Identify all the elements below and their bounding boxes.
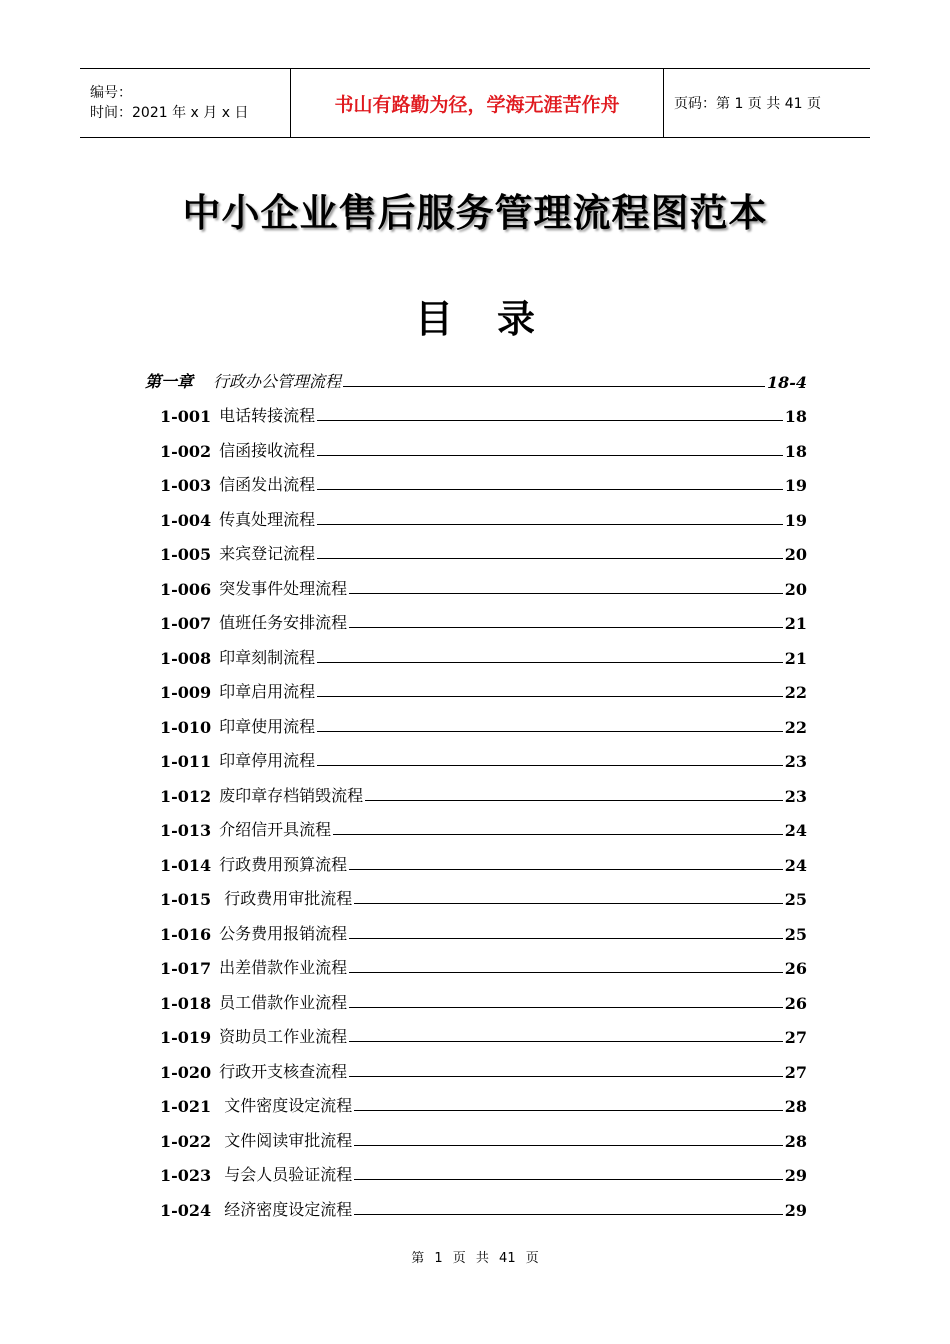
toc-page-number: 20 [784,545,807,564]
toc-code: 1-020 [160,1062,212,1082]
toc-heading [0,288,950,343]
toc-code: 1-022 [160,1131,212,1151]
toc-entry[interactable] [160,1021,807,1047]
toc-entry[interactable] [160,1194,807,1220]
toc-page-number: 28 [784,1097,807,1116]
toc-code: 1-018 [160,993,212,1013]
toc-leader-line [317,695,783,697]
toc-label: 印章启用流程 [219,682,316,701]
toc-code: 1-023 [160,1166,212,1185]
toc-code: 1-010 [160,717,212,737]
toc-entry[interactable] [160,745,807,771]
toc-label: 电话转接流程 [219,406,316,425]
toc-chapter-row[interactable] [145,366,807,392]
toc-page-number: 21 [784,648,807,668]
toc-code: 1-005 [160,545,212,564]
toc-entry[interactable] [160,1125,807,1151]
toc-page-number: 24 [784,821,807,840]
toc-leader-line [317,557,783,559]
toc-page-number: 20 [784,579,807,599]
toc-code: 1-004 [160,510,212,530]
header-motto [290,69,664,137]
toc-code: 1-006 [160,579,212,599]
toc-label: 公务费用报销流程 [219,923,348,943]
doc-date-label: 时间：2021 年 x 月 x 日 [90,105,249,121]
toc-label: 废印章存档销毁流程 [219,785,364,805]
toc-leader-line [354,1109,782,1111]
toc-entry[interactable] [160,642,807,668]
toc-label: 与会人员验证流程 [219,1165,353,1184]
toc-page-number: 22 [784,683,807,702]
toc-leader-line [349,1040,783,1042]
toc-entry[interactable] [160,469,807,495]
toc-leader-line [317,730,783,732]
toc-label: 行政办公管理流程 [213,372,342,391]
toc-code: 1-021 [160,1097,212,1116]
toc-leader-line [317,661,783,663]
toc-leader-line [354,1144,782,1146]
toc-entry[interactable] [160,400,807,426]
toc-leader-line [317,419,783,421]
toc-entry[interactable] [160,538,807,564]
toc-code: 1-017 [160,959,212,978]
toc-code: 第一章 [145,372,194,391]
toc-code: 1-013 [160,821,212,840]
toc-label: 员工借款作业流程 [219,992,348,1012]
toc-leader-line [349,937,783,939]
toc-leader-line [317,523,783,525]
toc-entry[interactable] [160,883,807,909]
toc-leader-line [317,488,783,490]
toc-entry[interactable] [160,1159,807,1185]
toc-label: 传真处理流程 [219,509,316,529]
toc-page-number: 22 [784,717,807,737]
toc-page-number: 19 [784,510,807,530]
toc-label: 经济密度设定流程 [219,1199,353,1219]
toc-code: 1-001 [160,407,212,426]
toc-label: 信函接收流程 [219,440,316,460]
toc-code: 1-011 [160,752,212,771]
toc-entry[interactable] [160,987,807,1013]
toc-label: 印章刻制流程 [219,647,316,667]
page-header [80,68,870,138]
toc-page-number: 29 [784,1200,807,1220]
toc-label: 印章停用流程 [219,751,316,770]
toc-entry[interactable] [160,780,807,806]
motto-text: 书山有路勤为径，学海无涯苦作舟 [334,93,620,116]
toc-entry[interactable] [160,711,807,737]
toc-page-number: 18 [784,441,807,461]
toc-leader-line [349,971,783,973]
toc-leader-line [349,626,783,628]
toc-page-number: 26 [784,993,807,1013]
toc-page-number: 21 [784,614,807,633]
toc-entry[interactable] [160,607,807,633]
toc-code: 1-008 [160,648,212,668]
toc-page-number: 18 [784,407,807,426]
toc-label: 出差借款作业流程 [219,958,348,977]
toc-label: 值班任务安排流程 [219,613,348,632]
toc-page-number: 23 [784,786,807,806]
toc-page-number: 19 [784,476,807,495]
toc-entry[interactable] [160,918,807,944]
toc-code: 1-024 [160,1200,212,1220]
toc-leader-line [317,454,783,456]
toc-label: 信函发出流程 [219,475,316,494]
toc-leader-line [354,1178,782,1180]
toc-entry[interactable] [160,1056,807,1082]
toc-code: 1-016 [160,924,212,944]
toc-label: 来宾登记流程 [219,544,316,563]
toc-leader-line [317,764,783,766]
toc-label: 介绍信开具流程 [219,820,332,839]
toc-entry[interactable] [160,676,807,702]
header-page-info [664,69,821,137]
toc-leader-line [354,902,782,904]
header-meta [80,69,290,137]
toc-page-number: 29 [784,1166,807,1185]
toc-label: 文件密度设定流程 [219,1096,353,1115]
toc-code: 1-002 [160,441,212,461]
toc-code: 1-019 [160,1028,212,1047]
toc-page-number: 27 [784,1062,807,1082]
toc-entry[interactable] [160,435,807,461]
toc-code: 1-014 [160,855,212,875]
toc-page-number: 25 [784,924,807,944]
toc-entry[interactable] [160,573,807,599]
toc-heading-char-1: 目 [414,297,453,341]
toc-entry[interactable] [160,814,807,840]
toc-label: 行政费用审批流程 [219,889,353,908]
toc-leader-line [365,799,783,801]
toc-heading-char-2: 录 [497,297,536,341]
toc-label: 资助员工作业流程 [219,1027,348,1046]
toc-entry[interactable] [160,504,807,530]
toc-leader-line [343,385,765,387]
toc-label: 突发事件处理流程 [219,578,348,598]
toc-entry[interactable] [160,849,807,875]
toc-code: 1-009 [160,683,212,702]
toc-entry[interactable] [160,952,807,978]
toc-page-number: 26 [784,959,807,978]
toc-leader-line [349,592,783,594]
toc-label: 行政费用预算流程 [219,854,348,874]
toc-leader-line [349,1075,783,1077]
page-info-text: 页码：第 1 页 共 41 页 [674,96,821,112]
doc-code-label: 编号： [90,85,132,101]
toc-entry[interactable] [160,1090,807,1116]
toc-label: 文件阅读审批流程 [219,1130,353,1150]
toc-leader-line [349,868,783,870]
toc-page-number: 24 [784,855,807,875]
toc-page-number: 28 [784,1131,807,1151]
toc-code: 1-003 [160,476,212,495]
toc-code: 1-015 [160,890,212,909]
toc-code: 1-012 [160,786,212,806]
toc-leader-line [333,833,783,835]
toc-page-number: 23 [784,752,807,771]
toc-label: 印章使用流程 [219,716,316,736]
toc-leader-line [354,1213,782,1215]
toc-page-number: 27 [784,1028,807,1047]
toc-code: 1-007 [160,614,212,633]
document-title: 中小企业售后服务管理流程图范本 [182,191,768,235]
toc-leader-line [349,1006,783,1008]
toc-page-number: 25 [784,890,807,909]
toc-label: 行政开支核查流程 [219,1061,348,1081]
page-footer: 第 1 页 共 41 页 [411,1251,539,1266]
toc-page-number: 18-4 [766,373,807,392]
